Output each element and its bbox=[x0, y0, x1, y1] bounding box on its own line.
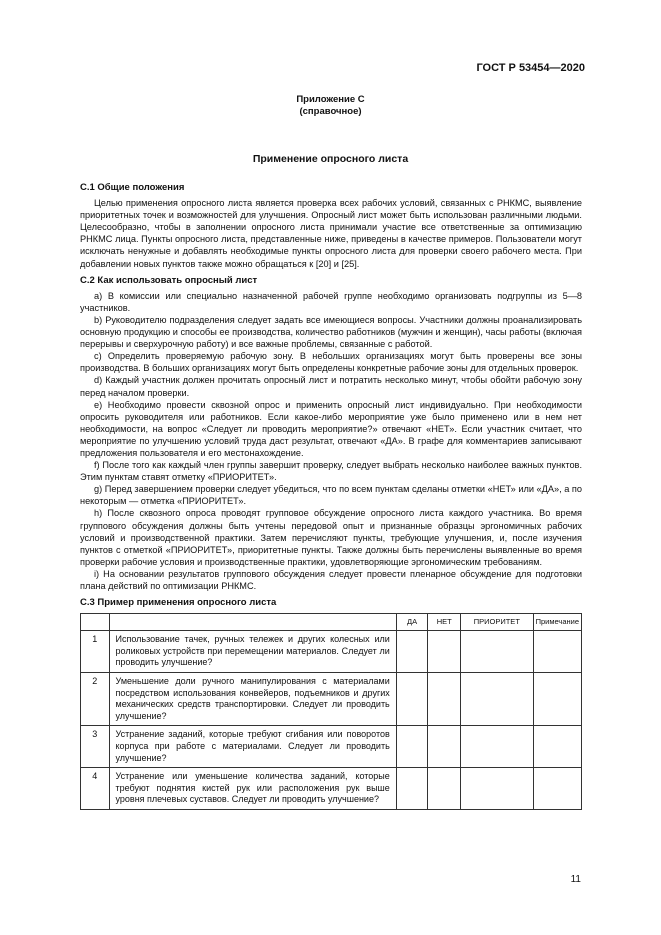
paragraph: i) На основании результатов группового обсуждения следует провести пленарное обсуждение для подготовки плана действий по оптимизации РНКМС. bbox=[80, 568, 582, 591]
section-c3-heading: С.3 Пример применения опросного листа bbox=[80, 597, 277, 609]
yes-cell[interactable] bbox=[396, 768, 428, 810]
yes-cell[interactable] bbox=[396, 672, 428, 725]
annex-subtitle: (справочное) bbox=[299, 106, 362, 117]
row-question: Устранение или уменьшение количества заданий, которые требуют поднятия кистей рук или расположения рук выше уровня плечевых суставов. Следует ли проводить улучшение? bbox=[109, 768, 396, 810]
paragraph: e) Необходимо провести сквозной опрос и применить опросный лист индивидуально. При необходимости опросить руководителя или работников. Если какое-либо мероприятие уже было применено или в нем нет необходимости, на вопрос «Следует ли проводить мероприятие?» отвечают «НЕТ». Если участник считает, что мероприятие по улучшению условий труда даст результат, отвечают «ДА». В графе для комментариев записывают предложения пользователя и его местонахождение. bbox=[80, 399, 582, 458]
table-row bbox=[81, 631, 582, 673]
header-question bbox=[109, 614, 396, 631]
paragraph: g) Перед завершением проверки следует убедиться, что по всем пунктам сделаны отметки «НЕТ» или «ДА», а по некоторым — отметка «ПРИОРИТЕТ». bbox=[80, 484, 582, 507]
document-body bbox=[80, 182, 582, 810]
paragraph: b) Руководителю подразделения следует задать все имеющиеся вопросы. Участники должны проанализировать основную продукцию и способы ее производства, количество работников (мужчин и женщин), часы работы (включая перерывы и сверхурочную работу) и все важные проблемы, связанные с работой. bbox=[80, 314, 582, 350]
paragraph: c) Определить проверяемую рабочую зону. В небольших организациях могут быть проверены все зоны производства. В больших организациях могут быть определены конкретные рабочие зоны для отдельных проверок. bbox=[80, 351, 582, 374]
priority-cell[interactable] bbox=[461, 631, 534, 673]
table-header-row bbox=[81, 614, 582, 631]
header-no: НЕТ bbox=[428, 614, 461, 631]
priority-cell[interactable] bbox=[461, 768, 534, 810]
no-cell[interactable] bbox=[428, 726, 461, 768]
row-number: 1 bbox=[81, 631, 110, 673]
annex-title: Приложение С bbox=[296, 94, 365, 105]
section-c1-heading: С.1 Общие положения bbox=[80, 182, 185, 193]
row-question: Уменьшение доли ручного манипулирования с материалами посредством использования конвейеров, подъемников и других механических средств транспортировки. Следует ли проводить улучшение? bbox=[109, 672, 396, 725]
row-question: Использование тачек, ручных тележек и других колесных или роликовых устройств при перемещении материалов. Следует ли проводить улучшение? bbox=[109, 631, 396, 673]
table-row bbox=[81, 726, 582, 768]
header-yes: ДА bbox=[396, 614, 428, 631]
header-number bbox=[81, 614, 110, 631]
no-cell[interactable] bbox=[428, 672, 461, 725]
header-priority: ПРИОРИТЕТ bbox=[461, 614, 534, 631]
main-title: Применение опросного листа bbox=[252, 153, 409, 165]
checklist-table bbox=[80, 613, 582, 810]
header-note: Примечание bbox=[533, 614, 581, 631]
yes-cell[interactable] bbox=[396, 726, 428, 768]
annex-heading bbox=[0, 94, 661, 118]
yes-cell[interactable] bbox=[396, 631, 428, 673]
note-cell[interactable] bbox=[533, 631, 581, 673]
page-number: 11 bbox=[570, 874, 581, 885]
row-number: 2 bbox=[81, 672, 110, 725]
row-question: Устранение заданий, которые требуют сгибания или поворотов корпуса при работе с материалами. Следует ли проводить улучшение? bbox=[109, 726, 396, 768]
priority-cell[interactable] bbox=[461, 672, 534, 725]
paragraph: Целью применения опросного листа является проверка всех рабочих условий, связанных с РНКМС, выявление приоритетных точек и возможностей для улучшения. Опросный лист может быть использован различными людьми. Целесообразно, чтобы в заполнении опросного листа принимали участие все ответственные за оптимизацию РНКМС лица. Пункты опросного листа, представленные ниже, приведены в качестве примеров. Пользователи могут исключать ненужные и добавлять необходимые пункты опросного листа для проверки своего рабочего места. При добавлении новых пунктов также можно обращаться к [20] и [25]. bbox=[80, 198, 582, 269]
standard-number: ГОСТ Р 53454—2020 bbox=[476, 62, 585, 74]
table-row bbox=[81, 768, 582, 810]
section-c2-heading: С.2 Как использовать опросный лист bbox=[80, 274, 258, 286]
note-cell[interactable] bbox=[533, 768, 581, 810]
no-cell[interactable] bbox=[428, 631, 461, 673]
paragraph: f) После того как каждый член группы завершит проверку, следует выбрать несколько наиболее важных пунктов. Этим пунктам ставят отметку «ПРИОРИТЕТ». bbox=[80, 460, 582, 483]
note-cell[interactable] bbox=[533, 672, 581, 725]
paragraph: h) После сквозного опроса проводят групповое обсуждение опросного листа каждого участника. Во время группового обсуждения должны быть учтены передовой опыт и признанные образцы эргономичных рабочих условий и производственной практики. Затем перечисляют пункты, требующие улучшения, и, после изучения пунктов с отметкой «ПРИОРИТЕТ», приоритетные пункты. Также должны быть перечислены выявленные во время проверки рабочие условия и производственные практики, удовлетворяющие эргономическим требованиям. bbox=[80, 508, 582, 567]
no-cell[interactable] bbox=[428, 768, 461, 810]
paragraph: a) В комиссии или специально назначенной рабочей группе необходимо организовать подгруппы из 5—8 участников. bbox=[80, 290, 582, 313]
priority-cell[interactable] bbox=[461, 726, 534, 768]
row-number: 4 bbox=[81, 768, 110, 810]
row-number: 3 bbox=[81, 726, 110, 768]
table-row bbox=[81, 672, 582, 725]
note-cell[interactable] bbox=[533, 726, 581, 768]
paragraph: d) Каждый участник должен прочитать опросный лист и потратить несколько минут, чтобы обойти рабочую зону перед началом проверки. bbox=[80, 375, 582, 398]
